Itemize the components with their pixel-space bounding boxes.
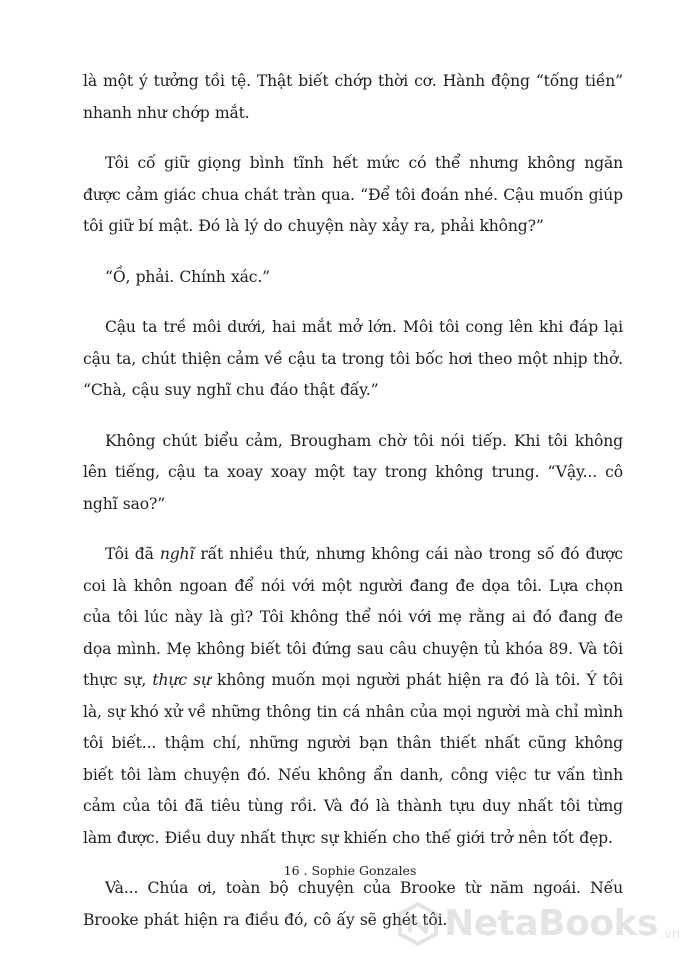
- netabooks-watermark: [396, 898, 680, 950]
- paragraph-6-emphasis-nghi: nghĩ: [159, 545, 195, 563]
- watermark-text: NetaBooks: [444, 903, 658, 944]
- paragraph-6-emphasis-thuc-su: thực sự: [152, 671, 211, 689]
- paragraph-2-text: Tôi cố giữ giọng bình tĩnh hết mức có thể nhưng không ngăn được cảm giác chua chát tràn qua. “Để tôi đoán nhé. Cậu muốn giúp tôi giữ bí mật. Đó là lý do chuyện này xảy ra, phải không?”: [83, 154, 623, 235]
- page-number: 16: [283, 863, 300, 878]
- page-footer: [0, 863, 700, 878]
- paragraph-6: [83, 539, 623, 854]
- footer-separator: .: [299, 863, 312, 878]
- paragraph-1-text: là một ý tưởng tồi tệ. Thật biết chớp thời cơ. Hành động “tống tiền” nhanh như chớp mắt.: [83, 72, 623, 122]
- paragraph-7-text: Và... Chúa ơi, toàn bộ chuyện của Brooke từ năm ngoái. Nếu Brooke phát hiện ra điều đó, cô ấy sẽ ghét tôi.: [83, 879, 623, 929]
- footer-author: Sophie Gonzales: [311, 863, 417, 878]
- paragraph-4: [83, 312, 623, 407]
- paragraph-6-text-b: rất nhiều thứ, nhưng không cái nào trong số đó được coi là khôn ngoan để nói với một người đang đe dọa tôi. Lựa chọn của tôi lúc này là gì? Tôi không thể nói với mẹ rằng ai đó đang đe dọa mình. Mẹ không biết tôi đứng sau câu chuyện tủ khóa 89. Và tôi thực sự,: [83, 545, 623, 689]
- paragraph-4-text: Cậu ta trề môi dưới, hai mắt mở lớn. Môi tôi cong lên khi đáp lại cậu ta, chút thiện cảm về cậu ta trong tôi bốc hơi theo một nhịp thở. “Chà, cậu suy nghĩ chu đáo thật đấy.”: [83, 318, 623, 399]
- book-page-body: [83, 66, 623, 955]
- paragraph-5: [83, 426, 623, 521]
- netabooks-logo-icon: [396, 902, 440, 946]
- paragraph-3: [83, 262, 623, 294]
- paragraph-6-text-a: Tôi đã: [105, 545, 160, 563]
- paragraph-5-text: Không chút biểu cảm, Brougham chờ tôi nói tiếp. Khi tôi không lên tiếng, cậu ta xoay xoay một tay trong không trung. “Vậy... cô nghĩ sao?”: [83, 431, 623, 513]
- watermark-suffix: .vn: [659, 927, 680, 942]
- paragraph-2: [83, 148, 623, 243]
- paragraph-3-text: “Ồ, phải. Chính xác.”: [105, 267, 271, 286]
- paragraph-6-text-c: không muốn mọi người phát hiện ra đó là tôi. Ý tôi là, sự khó xử về những thông tin cá nhân của mọi người mà chỉ mình tôi biết... thậm chí, những người bạn thân thiết nhất cũng không biết tôi làm chuyện đó. Nếu không ẩn danh, công việc tư vấn tình cảm của tôi đã tiêu tùng rồi. Và đó là thành tựu duy nhất tôi từng làm được. Điều duy nhất thực sự khiến cho thế giới trở nên tốt đẹp.: [83, 671, 623, 847]
- paragraph-1: [83, 66, 623, 129]
